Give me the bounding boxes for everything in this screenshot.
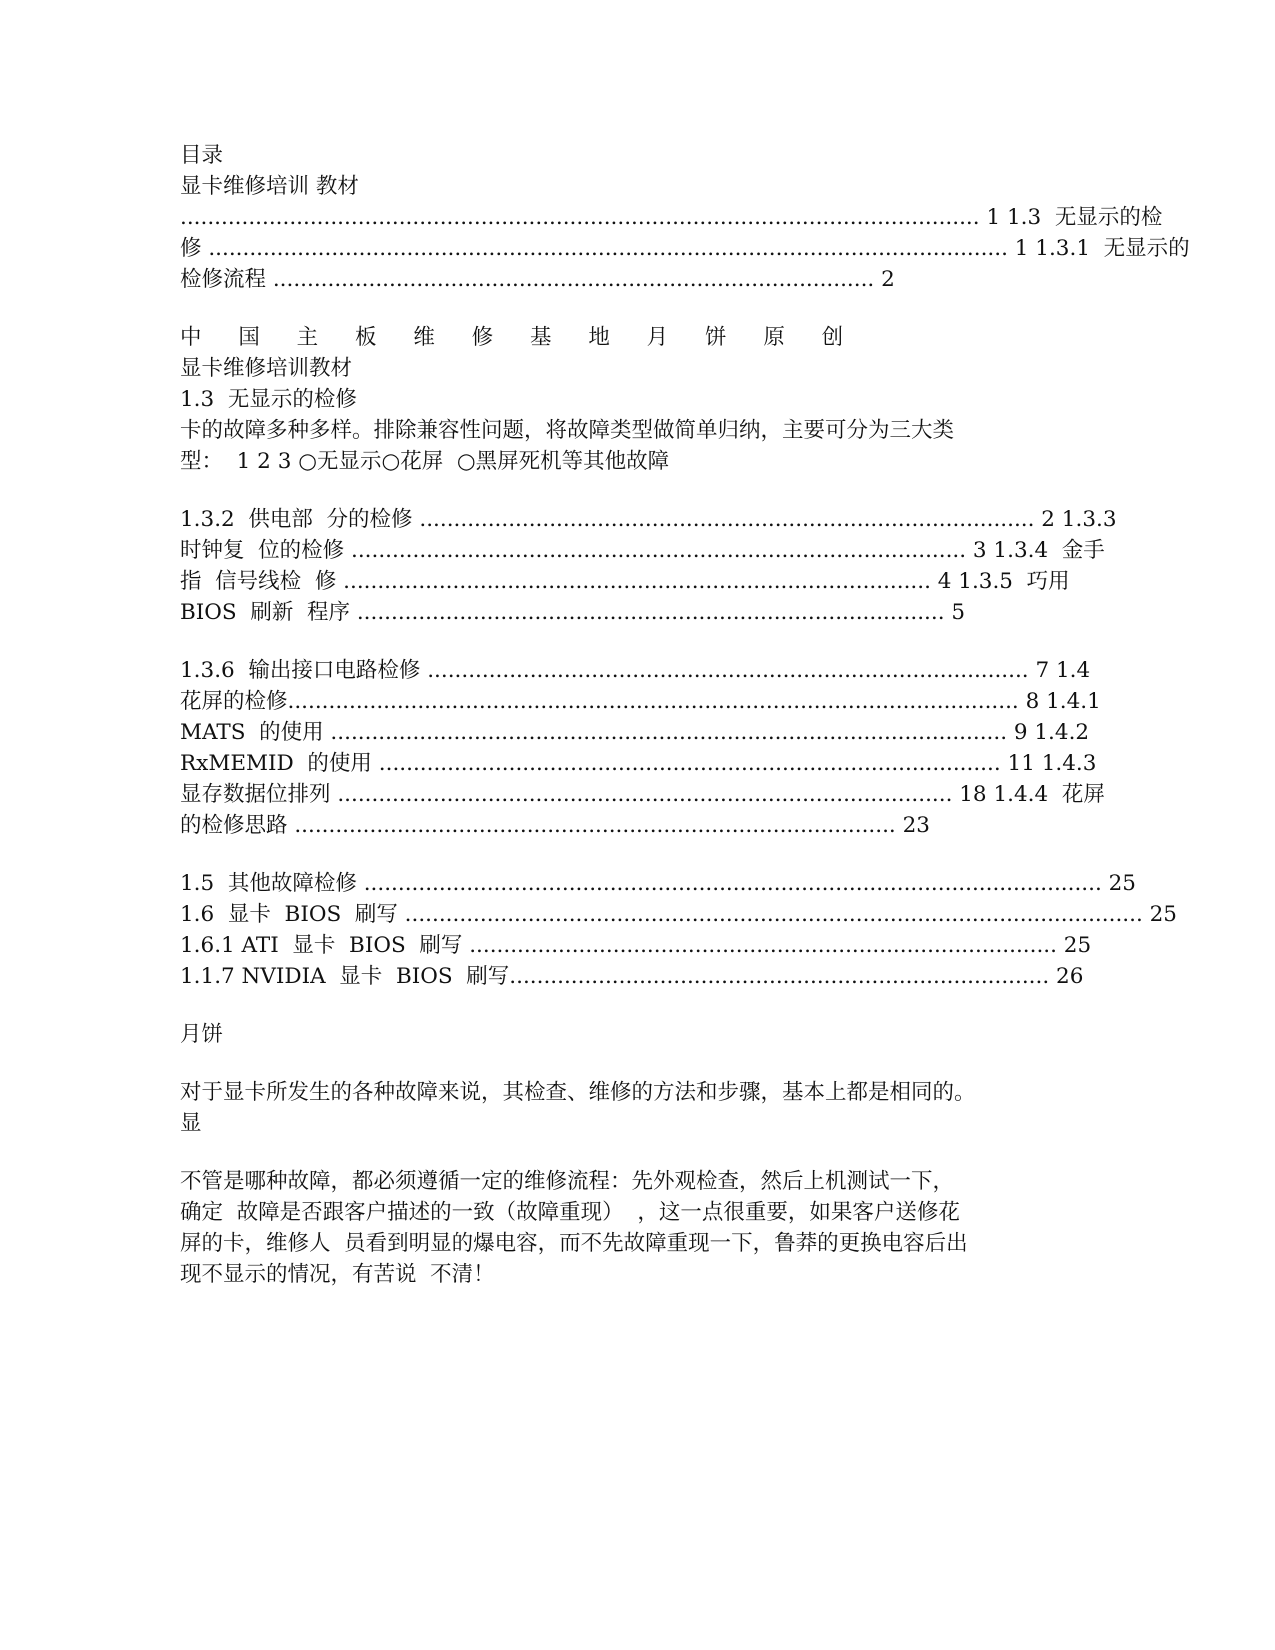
spacer: [180, 477, 1080, 504]
author-line: 中 国 主 板 维 修 基 地 月 饼 原 创: [180, 325, 859, 350]
document-page: [180, 140, 1190, 1290]
doc-heading: 显卡维修培训教材: [180, 356, 353, 381]
spacer: [180, 1139, 1080, 1166]
toc-entry-line: 1.6.1 ATI 显卡 BIOS 刷写 ...................................................................................... 25: [180, 933, 1092, 958]
toc-entry-line: 修 ..................................................................................................................... 1 1.3.1 无显示的: [180, 236, 1190, 261]
toc-heading: 显卡维修培训 教材: [180, 174, 359, 199]
toc-entry-line: 1.3.6 输出接口电路检修 ........................................................................................ 7 1.4: [180, 658, 1091, 683]
toc-entry-line: 1.5 其他故障检修 ............................................................................................................ 25: [180, 871, 1136, 896]
spacer: [180, 992, 1080, 1019]
paragraph-line: 显: [180, 1111, 202, 1136]
spacer: [180, 628, 1080, 655]
toc-entry-line: 显存数据位排列 .......................................................................................... 18 1.4.4 花屏: [180, 782, 1105, 807]
signature: 月饼: [180, 1022, 224, 1047]
toc-title: 目录: [180, 143, 224, 168]
spacer: [180, 295, 1080, 322]
toc-entry-line: MATS 的使用 ................................................................................................... 9 1.4.2: [180, 720, 1090, 745]
paragraph-line: 对于显卡所发生的各种故障来说，其检查、维修的方法和步骤，基本上都是相同的。: [180, 1080, 976, 1105]
intro-text-line: 型： 1 2 3 ○无显示○花屏 ○黑屏死机等其他故障: [180, 449, 670, 474]
paragraph-line: 现不显示的情况，有苦说 不清！: [180, 1262, 495, 1287]
toc-entry-line: BIOS 刷新 程序 ...................................................................................... 5: [180, 600, 966, 625]
toc-entry-line: RxMEMID 的使用 ........................................................................................... 11 1.4.3: [180, 751, 1097, 776]
toc-entry-line: 时钟复 位的检修 .......................................................................................... 3 1.3.4 金手: [180, 538, 1105, 563]
toc-entry-line: 1.1.7 NVIDIA 显卡 BIOS 刷写............................................................................... 26: [180, 964, 1084, 989]
paragraph-line: 不管是哪种故障，都必须遵循一定的维修流程：先外观检查，然后上机测试一下，: [180, 1169, 955, 1194]
toc-entry-line: 1.3.2 供电部 分的检修 .......................................................................................... 2 1.3.3: [180, 507, 1117, 532]
section-heading: 1.3 无显示的检修: [180, 387, 357, 412]
spacer: [180, 841, 1080, 868]
spacer: [180, 1050, 1080, 1077]
toc-entry-line: 花屏的检修........................................................................................................... 8 1.4.1: [180, 689, 1101, 714]
paragraph-line: 确定 故障是否跟客户描述的一致（故障重现） ，这一点很重要，如果客户送修花: [180, 1200, 960, 1225]
intro-text-line: 卡的故障多种多样。排除兼容性问题，将故障类型做简单归纳，主要可分为三大类: [180, 418, 955, 443]
toc-entry-line: ..................................................................................................................... 1 1.3 无显示的检: [180, 205, 1163, 230]
toc-entry-line: 的检修思路 ........................................................................................ 23: [180, 813, 930, 838]
paragraph-line: 屏的卡，维修人 员看到明显的爆电容，而不先故障重现一下，鲁莽的更换电容后出: [180, 1231, 968, 1256]
toc-entry-line: 检修流程 ........................................................................................ 2: [180, 267, 895, 292]
toc-entry-line: 1.6 显卡 BIOS 刷写 ............................................................................................................ 25: [180, 902, 1177, 927]
toc-entry-line: 指 信号线检 修 ...................................................................................... 4 1.3.5 巧用: [180, 569, 1070, 594]
